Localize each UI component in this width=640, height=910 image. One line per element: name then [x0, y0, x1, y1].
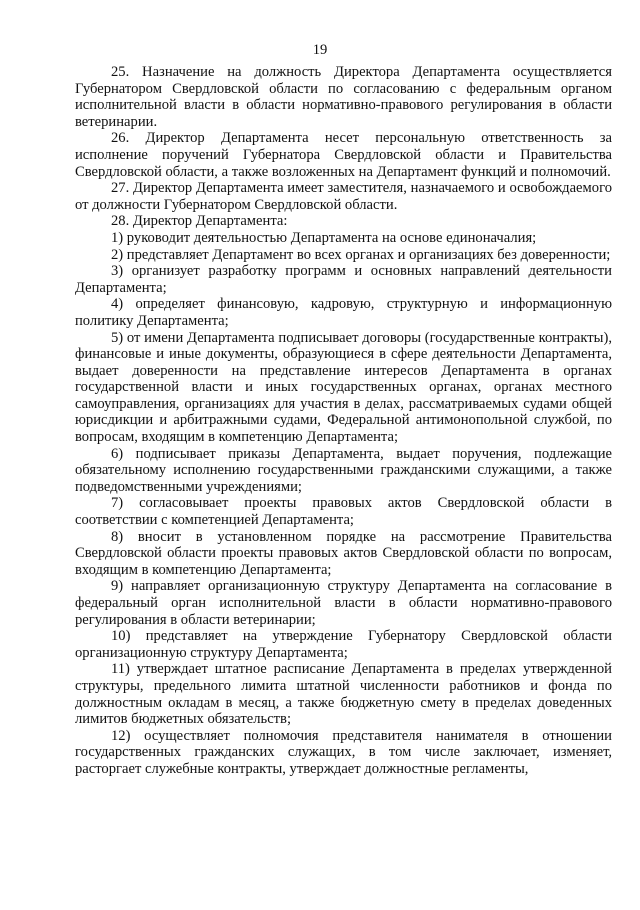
- list-item-8: 8) вносит в установленном порядке на рассмотрение Правительства Свердловской области проекты правовых актов Свердловской области по вопросам, входящим в компетенцию Департамента;: [75, 528, 612, 578]
- list-item-11: 11) утверждает штатное расписание Департамента в пределах утвержденной структуры, предельного лимита штатной численности работников и фонда по должностным окладам в месяц, а также бюджетную смету в пределах доведенных лимитов бюджетных обязательств;: [75, 661, 612, 728]
- list-item-12: 12) осуществляет полномочия представителя нанимателя в отношении государственных гражданских служащих, в том числе заключает, изменяет, расторгает служебные контракты, утверждает должностные регламенты,: [75, 727, 612, 777]
- page-number: 19: [312, 42, 328, 58]
- list-item-7: 7) согласовывает проекты правовых актов Свердловской области в соответствии с компетенцией Департамента;: [75, 495, 612, 529]
- list-item-4: 4) определяет финансовую, кадровую, структурную и информационную политику Департамента;: [75, 296, 612, 329]
- list-item-2: 2) представляет Департамент во всех органах и организациях без доверенности;: [111, 246, 611, 263]
- list-item-9: 9) направляет организационную структуру Департамента на согласование в федеральный орган исполнительной власти в области нормативно-правового регулирования в области ветеринарии;: [75, 578, 612, 628]
- paragraph-25: 25. Назначение на должность Директора Департамента осуществляется Губернатором Свердловской области по согласованию с федеральным органом исполнительной власти в области нормативно-правового регулирования в области ветеринарии.: [75, 64, 612, 130]
- document-body: [75, 64, 612, 778]
- paragraph-28: 28. Директор Департамента:: [111, 213, 288, 230]
- list-item-1: 1) руководит деятельностью Департамента на основе единоначалия;: [111, 229, 537, 246]
- paragraph-27: 27. Директор Департамента имеет заместителя, назначаемого и освобождаемого от должности Губернатором Свердловской области.: [75, 180, 612, 213]
- list-item-6: 6) подписывает приказы Департамента, выдает поручения, подлежащие обязательному исполнению государственными гражданскими служащими, а также подведомственными учреждениями;: [75, 445, 612, 495]
- list-item-5: 5) от имени Департамента подписывает договоры (государственные контракты), финансовые и иные документы, образующиеся в сфере деятельности Департамента, выдает доверенности на представление интересов Департамента в органах государственной власти и иных государственных органах, органах местного самоуправления, организациях для участия в делах, рассматриваемых судами общей юрисдикции и арбитражными судами, Федеральной антимонопольной службой, по вопросам, входящим в компетенцию Департамента;: [75, 329, 612, 446]
- list-item-10: 10) представляет на утверждение Губернатору Свердловской области организационную структуру Департамента;: [75, 628, 612, 661]
- list-item-3: 3) организует разработку программ и основных направлений деятельности Департамента;: [75, 263, 612, 296]
- paragraph-26: 26. Директор Департамента несет персональную ответственность за исполнение поручений Губернатора Свердловской области и Правительства Свердловской области, а также возложенных на Департамент функций и полномочий.: [75, 130, 612, 180]
